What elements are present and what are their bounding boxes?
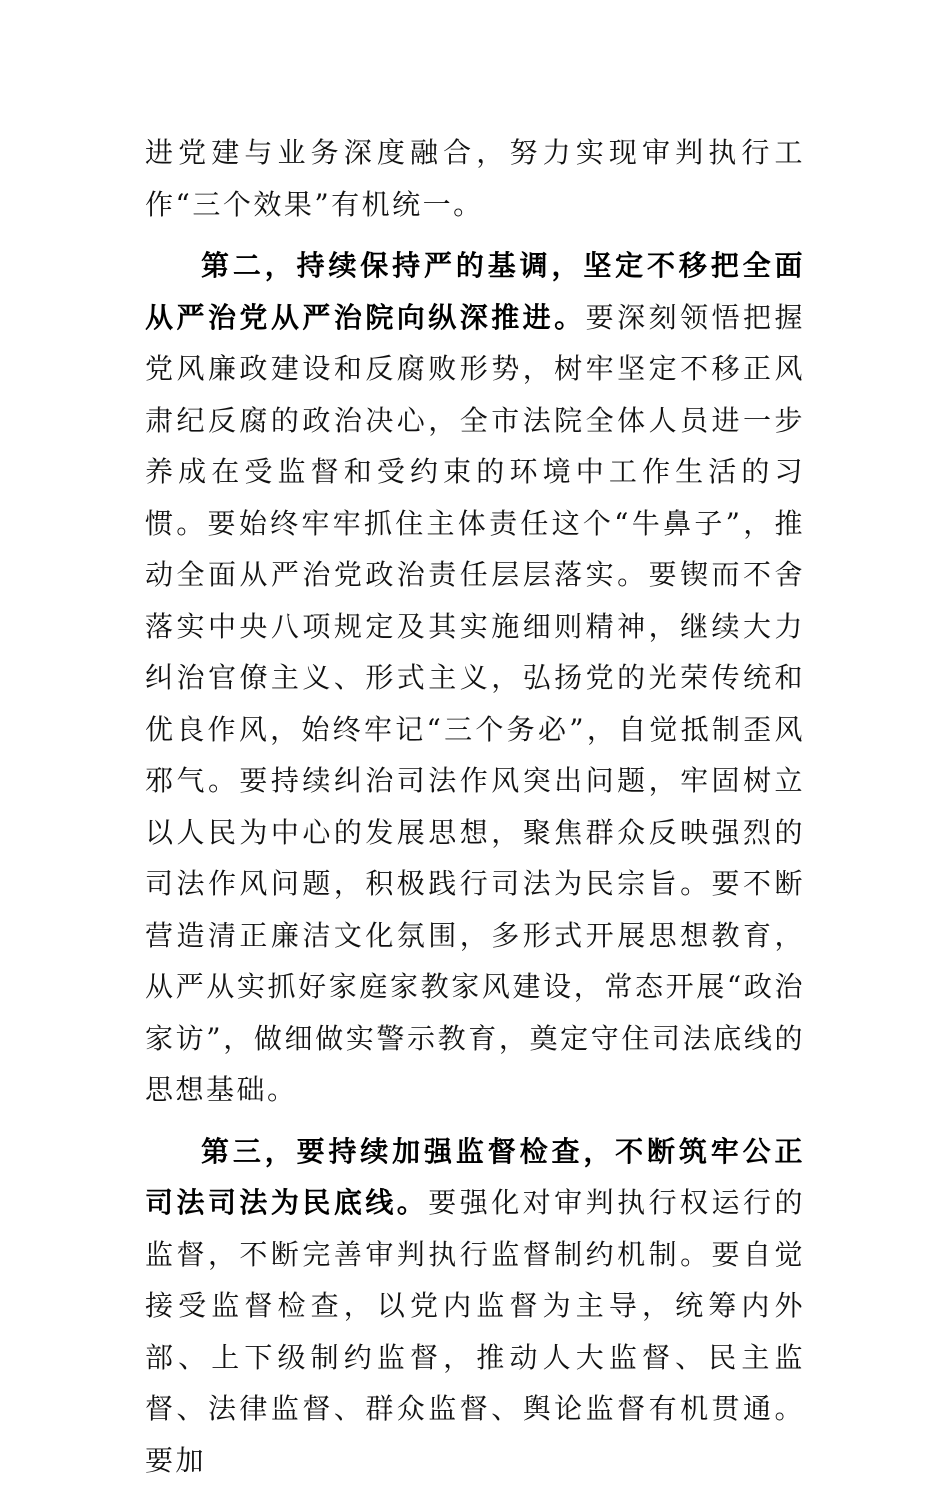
paragraph-second-point xyxy=(145,240,805,1116)
paragraph-text: 要深刻领悟把握党风廉政建设和反腐败形势，树牢坚定不移正风肃纪反腐的政治决心，全市法院全体人员进一步养成在受监督和受约束的环境中工作生活的习惯。要始终牢牢抓住主体责任这个“牛鼻子”，推动全面从严治党政治责任层层落实。要锲而不舍落实中央八项规定及其实施细则精神，继续大力纠治官僚主义、形式主义，弘扬党的光荣传统和优良作风，始终牢记“三个务必”，自觉抵制歪风邪气。要持续纠治司法作风突出问题，牢固树立以人民为中心的发展思想，聚焦群众反映强烈的司法作风问题，积极践行司法为民宗旨。要不断营造清正廉洁文化氛围，多形式开展思想教育，从严从实抓好家庭家教家风建设，常态开展“政治家访”，做细做实警示教育，奠定守住司法底线的思想基础。 xyxy=(145,301,805,1107)
paragraph-heading: 第三，要持续加强监督检查，不断筑牢公正司法司法为民底线。 xyxy=(145,1135,805,1220)
paragraph-third-point xyxy=(145,1126,805,1486)
paragraph-continuation xyxy=(145,127,805,230)
paragraph-text: 进党建与业务深度融合，努力实现审判执行工作“三个效果”有机统一。 xyxy=(145,136,805,221)
document-body xyxy=(145,127,805,1486)
paragraph-text: 要强化对审判执行权运行的监督，不断完善审判执行监督制约机制。要自觉接受监督检查，以党内监督为主导，统筹内外部、上下级制约监督，推动人大监督、民主监督、法律监督、群众监督、舆论监督有机贯通。要加 xyxy=(145,1186,805,1477)
paragraph-heading: 第二，持续保持严的基调，坚定不移把全面从严治党从严治院向纵深推进。 xyxy=(145,249,805,334)
